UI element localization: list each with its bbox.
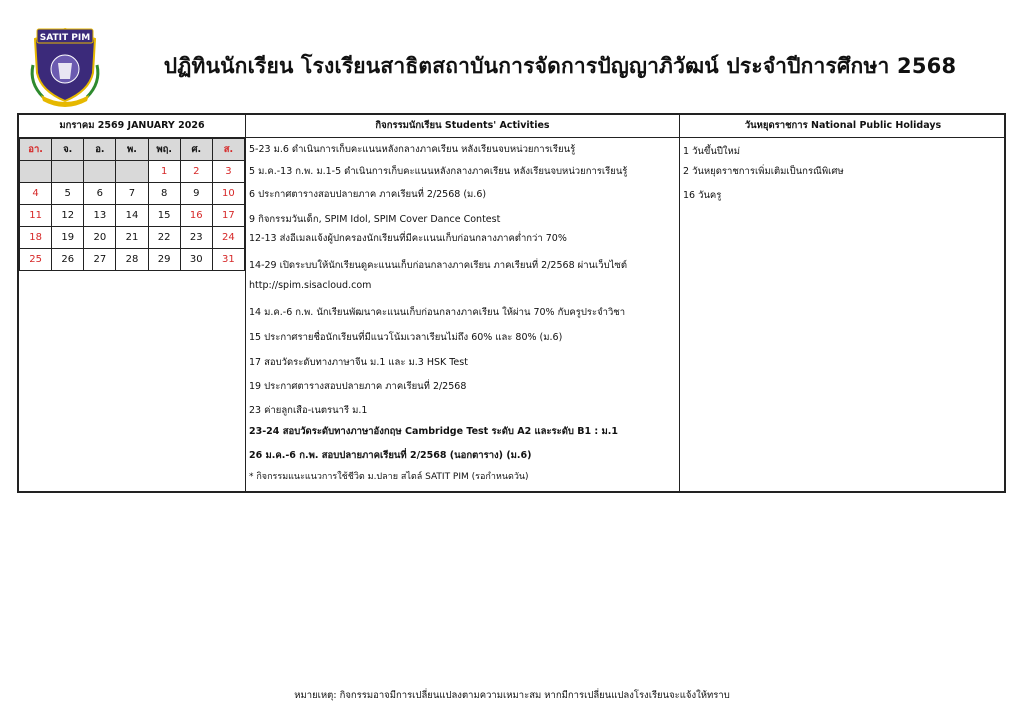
footnote: หมายเหตุ: กิจกรรมอาจมีการเปลี่ยนแปลงตามความเหมาะสม หากมีการเปลี่ยนแปลงโรงเรียนจะแจ้งให้ทราบ	[294, 690, 730, 701]
holiday-item: 2 วันหยุดราชการเพิ่มเติมเป็นกรณีพิเศษ	[683, 166, 844, 177]
weekday-mon: จ.	[52, 139, 84, 161]
weekday-tue: อ.	[84, 139, 116, 161]
logo-text: SATIT PIM	[39, 33, 91, 43]
day-cell: 10	[212, 183, 244, 205]
day-cell: 7	[116, 183, 148, 205]
day-cell: 22	[148, 227, 180, 249]
day-cell	[84, 161, 116, 183]
activity-item: 17 สอบวัดระดับทางภาษาจีน ม.1 และ ม.3 HSK Test	[249, 357, 468, 368]
activity-item: 14 ม.ค.-6 ก.พ. นักเรียนพัฒนาคะแนนเก็บก่อนกลางภาคเรียน ให้ผ่าน 70% กับครูประจำวิชา	[249, 307, 626, 318]
school-logo	[25, 25, 105, 107]
column-divider	[679, 115, 680, 491]
activity-item: 9 กิจกรรมวันเด็ก, SPIM Idol, SPIM Cover Dance Contest	[249, 214, 501, 225]
week-row	[20, 249, 245, 271]
day-cell: 30	[180, 249, 212, 271]
day-cell: 12	[52, 205, 84, 227]
activity-item: 12-13 ส่งอีเมลแจ้งผู้ปกครองนักเรียนที่มีคะแนนเก็บก่อนกลางภาคต่ำกว่า 70%	[249, 233, 567, 244]
day-cell: 3	[212, 161, 244, 183]
activity-note: * กิจกรรมแนะแนวการใช้ชีวิต ม.ปลาย สไตล์ SATIT PIM (รอกำหนดวัน)	[249, 472, 529, 482]
day-cell: 4	[20, 183, 52, 205]
day-cell: 21	[116, 227, 148, 249]
weekday-thu: พฤ.	[148, 139, 180, 161]
day-cell	[52, 161, 84, 183]
day-cell: 16	[180, 205, 212, 227]
page-title: ปฏิทินนักเรียน โรงเรียนสาธิตสถาบันการจัดการปัญญาภิวัฒน์ ประจำปีการศึกษา 2568	[163, 54, 957, 78]
day-cell: 18	[20, 227, 52, 249]
week-row	[20, 183, 245, 205]
week-row	[20, 205, 245, 227]
weekday-fri: ศ.	[180, 139, 212, 161]
day-cell: 1	[148, 161, 180, 183]
day-cell: 28	[116, 249, 148, 271]
month-grid	[19, 138, 245, 271]
month-header: มกราคม 2569 JANUARY 2026	[59, 120, 205, 131]
day-cell: 6	[84, 183, 116, 205]
holiday-item: 16 วันครู	[683, 190, 722, 201]
day-cell: 5	[52, 183, 84, 205]
day-cell: 31	[212, 249, 244, 271]
day-cell: 11	[20, 205, 52, 227]
day-cell: 25	[20, 249, 52, 271]
weekday-sun: อา.	[20, 139, 52, 161]
week-row	[20, 227, 245, 249]
activity-item: 14-29 เปิดระบบให้นักเรียนดูคะแนนเก็บก่อนกลางภาคเรียน ภาคเรียนที่ 2/2568 ผ่านเว็บไซต์	[249, 260, 628, 271]
activity-item: 15 ประกาศรายชื่อนักเรียนที่มีแนวโน้มเวลาเรียนไม่ถึง 60% และ 80% (ม.6)	[249, 332, 563, 343]
day-cell: 9	[180, 183, 212, 205]
day-cell: 13	[84, 205, 116, 227]
day-cell: 14	[116, 205, 148, 227]
holidays-header: วันหยุดราชการ National Public Holidays	[744, 120, 942, 131]
day-cell	[20, 161, 52, 183]
day-cell: 27	[84, 249, 116, 271]
weekday-row	[20, 139, 245, 161]
calendar-frame	[17, 113, 1006, 493]
day-cell: 17	[212, 205, 244, 227]
day-cell: 23	[180, 227, 212, 249]
activity-item-highlight: 23-24 สอบวัดระดับทางภาษาอังกฤษ Cambridge Test ระดับ A2 และระดับ B1 : ม.1	[249, 426, 619, 437]
activity-url: http://spim.sisacloud.com	[249, 280, 372, 291]
day-cell	[116, 161, 148, 183]
activity-item: 23 ค่ายลูกเสือ-เนตรนารี ม.1	[249, 405, 368, 416]
activity-item: 5-23 ม.6 ดำเนินการเก็บคะแนนหลังกลางภาคเรียน หลังเรียนจบหน่วยการเรียนรู้	[249, 144, 576, 155]
day-cell: 20	[84, 227, 116, 249]
activity-item: 6 ประกาศตารางสอบปลายภาค ภาคเรียนที่ 2/2568 (ม.6)	[249, 189, 487, 200]
weekday-wed: พ.	[116, 139, 148, 161]
holiday-item: 1 วันขึ้นปีใหม่	[683, 146, 741, 157]
activities-header: กิจกรรมนักเรียน Students' Activities	[375, 120, 550, 131]
day-cell: 2	[180, 161, 212, 183]
week-row	[20, 161, 245, 183]
column-divider	[245, 115, 246, 491]
activity-item-highlight: 26 ม.ค.-6 ก.พ. สอบปลายภาคเรียนที่ 2/2568 (นอกตาราง) (ม.6)	[249, 450, 532, 461]
day-cell: 29	[148, 249, 180, 271]
day-cell: 26	[52, 249, 84, 271]
activity-item: 5 ม.ค.-13 ก.พ. ม.1-5 ดำเนินการเก็บคะแนนหลังกลางภาคเรียน หลังเรียนจบหน่วยการเรียนรู้	[249, 166, 628, 177]
day-cell: 15	[148, 205, 180, 227]
activity-item: 19 ประกาศตารางสอบปลายภาค ภาคเรียนที่ 2/2568	[249, 381, 467, 392]
day-cell: 19	[52, 227, 84, 249]
weekday-sat: ส.	[212, 139, 244, 161]
day-cell: 8	[148, 183, 180, 205]
day-cell: 24	[212, 227, 244, 249]
